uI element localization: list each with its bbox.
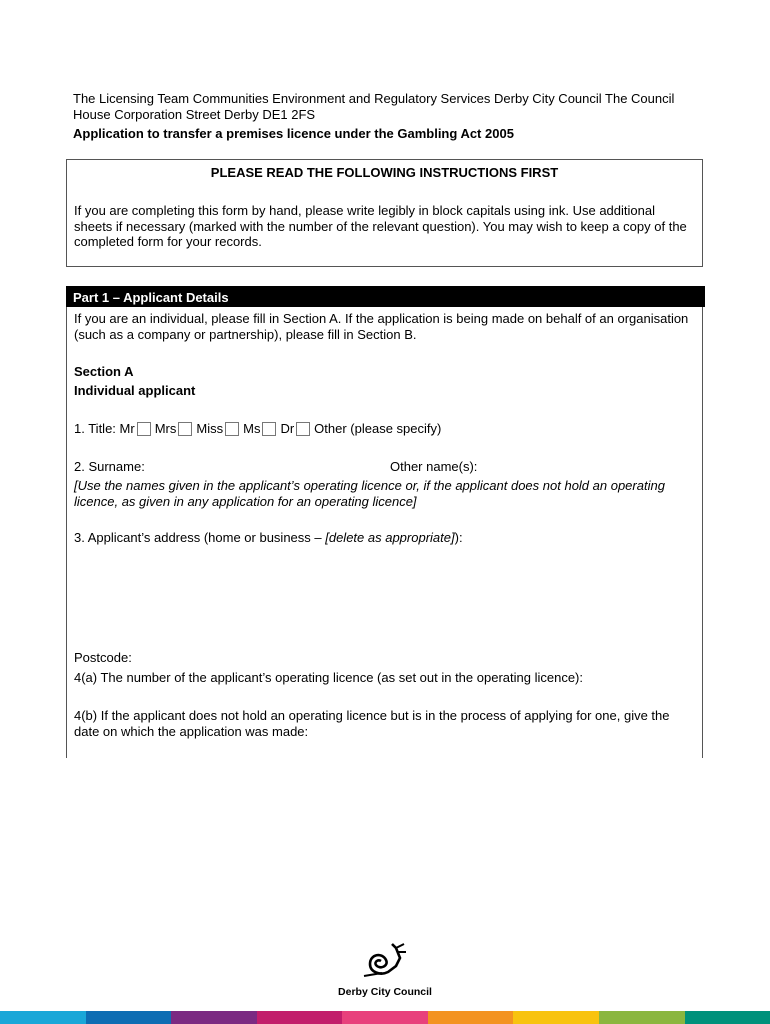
stripe-segment-5 [342, 1011, 428, 1024]
instructions-text: If you are completing this form by hand, please write legibly in block capitals using ink. Use additional sheets if necessary (marked with the number of the relevant question). You may wish to keep a copy of the completed form for your records. [74, 203, 687, 249]
checkbox-dr[interactable] [296, 422, 310, 436]
stripe-segment-3 [171, 1011, 257, 1024]
names-note: [Use the names given in the applicant’s operating licence or, if the applicant does not hold an operating licence, as given in any application for an operating licence] [74, 478, 665, 509]
form-title: Application to transfer a premises licence under the Gambling Act 2005 [73, 126, 514, 141]
stripe-segment-7 [513, 1011, 599, 1024]
stripe-segment-1 [0, 1011, 86, 1024]
other-names-label: Other name(s): [390, 459, 478, 474]
title-option-other: Other (please specify) [314, 421, 442, 436]
instructions-box [66, 159, 703, 267]
derby-ram-icon [362, 940, 408, 980]
checkbox-miss[interactable] [225, 422, 239, 436]
council-address: The Licensing Team Communities Environment and Regulatory Services Derby City Council The Council House Corporation Street Derby DE1 2FS [73, 91, 675, 122]
operating-licence-number-question: 4(a) The number of the applicant’s operating licence (as set out in the operating licence): [74, 670, 583, 685]
section-a-label: Section A [74, 364, 134, 379]
address-label: 3. Applicant’s address (home or business – [74, 530, 326, 545]
checkbox-ms[interactable] [262, 422, 276, 436]
checkbox-mrs[interactable] [178, 422, 192, 436]
part1-intro: If you are an individual, please fill in Section A. If the application is being made on behalf of an organisation (such as a company or partnership), please fill in Section B. [74, 311, 689, 342]
stripe-segment-6 [428, 1011, 514, 1024]
title-option-dr: Dr [280, 421, 295, 436]
instructions-heading: PLEASE READ THE FOLLOWING INSTRUCTIONS FIRST [210, 165, 559, 180]
title-option-mrs: Mrs [154, 421, 177, 436]
title-option-ms: Ms [243, 421, 261, 436]
stripe-segment-9 [685, 1011, 770, 1024]
address-question [74, 530, 694, 546]
address-note: [delete as appropriate] [325, 530, 455, 545]
logo-text: Derby City Council [338, 986, 432, 998]
section-a-title: Individual applicant [74, 383, 196, 398]
part1-section [66, 286, 703, 758]
surname-label: 2. Surname: [74, 459, 145, 474]
part1-heading: Part 1 – Applicant Details [66, 286, 705, 307]
title-option-miss: Miss [196, 421, 224, 436]
stripe-segment-8 [599, 1011, 685, 1024]
title-question [74, 421, 694, 437]
footer-color-stripe [0, 1011, 770, 1024]
address-label-end: ): [454, 530, 463, 545]
checkbox-mr[interactable] [137, 422, 151, 436]
stripe-segment-2 [86, 1011, 172, 1024]
derby-city-council-logo [325, 940, 445, 998]
stripe-segment-4 [257, 1011, 343, 1024]
operating-licence-application-question: 4(b) If the applicant does not hold an operating licence but is in the process of applying for one, give the date on which the application was made: [74, 708, 670, 739]
title-option-mr: Mr [119, 421, 135, 436]
title-label: 1. Title: [74, 421, 116, 436]
postcode-label: Postcode: [74, 650, 132, 665]
